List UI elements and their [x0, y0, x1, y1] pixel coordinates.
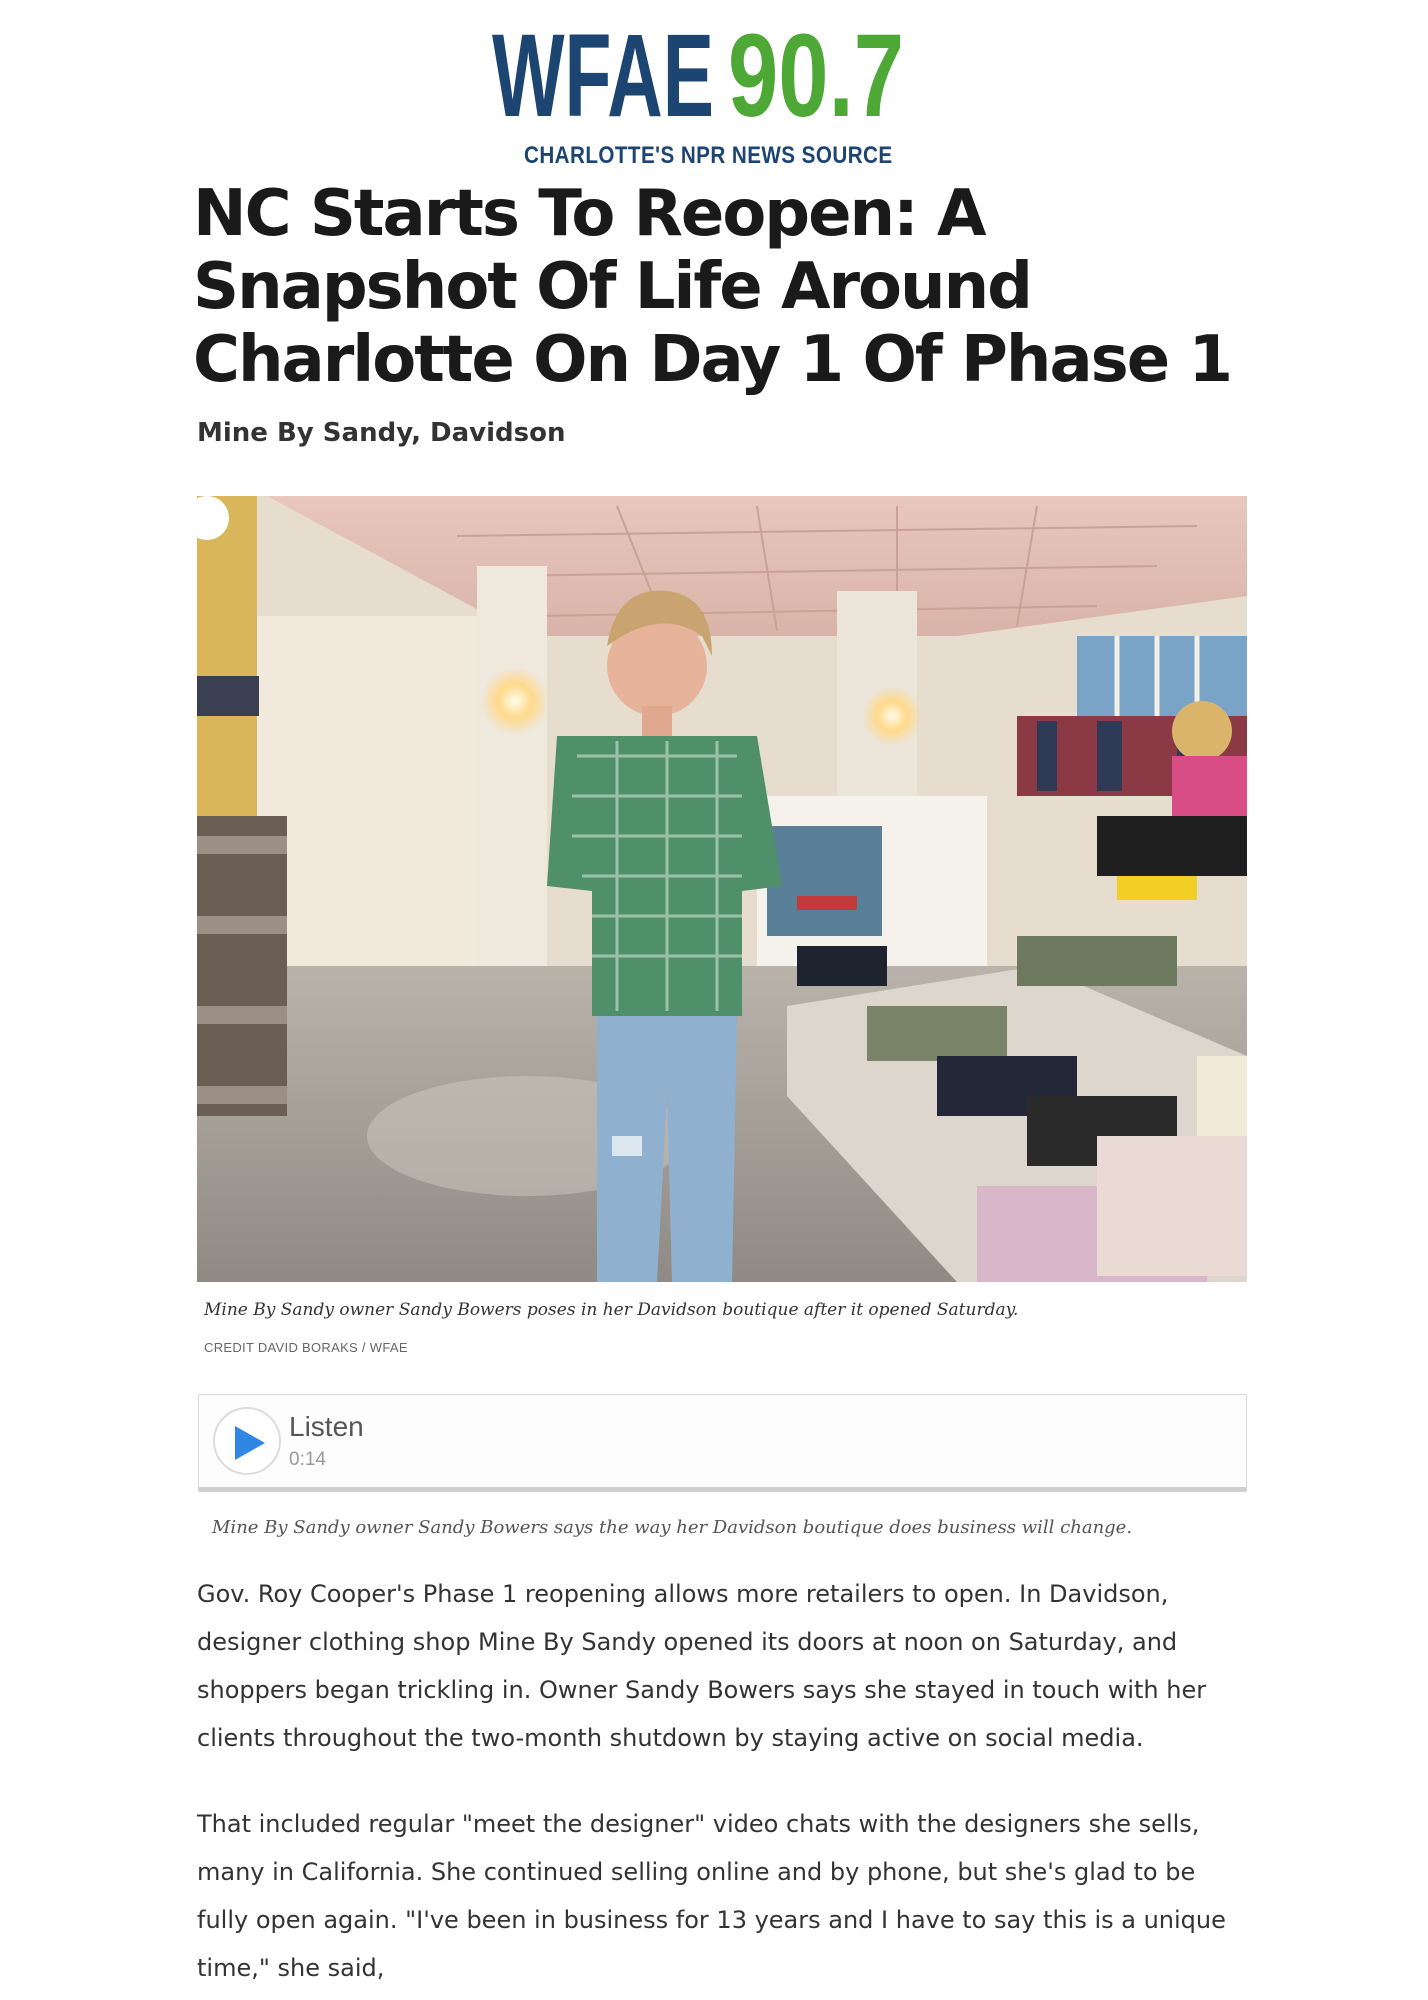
audio-player [198, 1394, 1247, 1492]
article-paragraph [197, 1570, 1257, 1762]
title-line: Snapshot Of Life Around [193, 250, 1031, 324]
logo-wordmark [488, 18, 908, 133]
paragraph-line: time," she said, [197, 1954, 385, 1982]
article-photo[interactable] [197, 496, 1247, 1282]
article-title [193, 178, 1253, 397]
dateline: Mine By Sandy, Davidson [197, 418, 566, 448]
logo-tagline: CHARLOTTE'S NPR NEWS SOURCE [524, 142, 893, 169]
paragraph-line: clients throughout the two-month shutdown by staying active on social media. [197, 1724, 1144, 1752]
wfae-logo[interactable] [488, 18, 908, 169]
play-button[interactable] [213, 1407, 281, 1475]
paragraph-line: designer clothing shop Mine By Sandy opened its doors at noon on Saturday, and [197, 1628, 1178, 1656]
article-paragraph [197, 1800, 1257, 1992]
title-line: NC Starts To Reopen: A [193, 177, 985, 251]
photo-credit: CREDIT DAVID BORAKS / WFAE [204, 1340, 408, 1355]
audio-caption: Mine By Sandy owner Sandy Bowers says the way her Davidson boutique does business will change. [212, 1517, 1133, 1538]
title-line: Charlotte On Day 1 Of Phase 1 [193, 323, 1231, 397]
paragraph-line: many in California. She continued selling online and by phone, but she's glad to be [197, 1858, 1196, 1886]
photo-caption: Mine By Sandy owner Sandy Bowers poses in her Davidson boutique after it opened Saturday. [204, 1300, 1019, 1320]
audio-duration: 0:14 [289, 1449, 326, 1470]
listen-label: Listen [289, 1411, 364, 1442]
boutique-photo-illustration [197, 496, 1247, 1282]
logo-call-letters: WFAE [492, 18, 714, 133]
play-icon [235, 1426, 265, 1460]
paragraph-line: Gov. Roy Cooper's Phase 1 reopening allows more retailers to open. In Davidson, [197, 1580, 1169, 1608]
paragraph-line: That included regular "meet the designer" video chats with the designers she sells, [197, 1810, 1200, 1838]
paragraph-line: shoppers began trickling in. Owner Sandy Bowers says she stayed in touch with her [197, 1676, 1207, 1704]
paragraph-line: fully open again. "I've been in business for 13 years and I have to say this is a unique [197, 1906, 1226, 1934]
logo-frequency: 90.7 [728, 18, 904, 133]
